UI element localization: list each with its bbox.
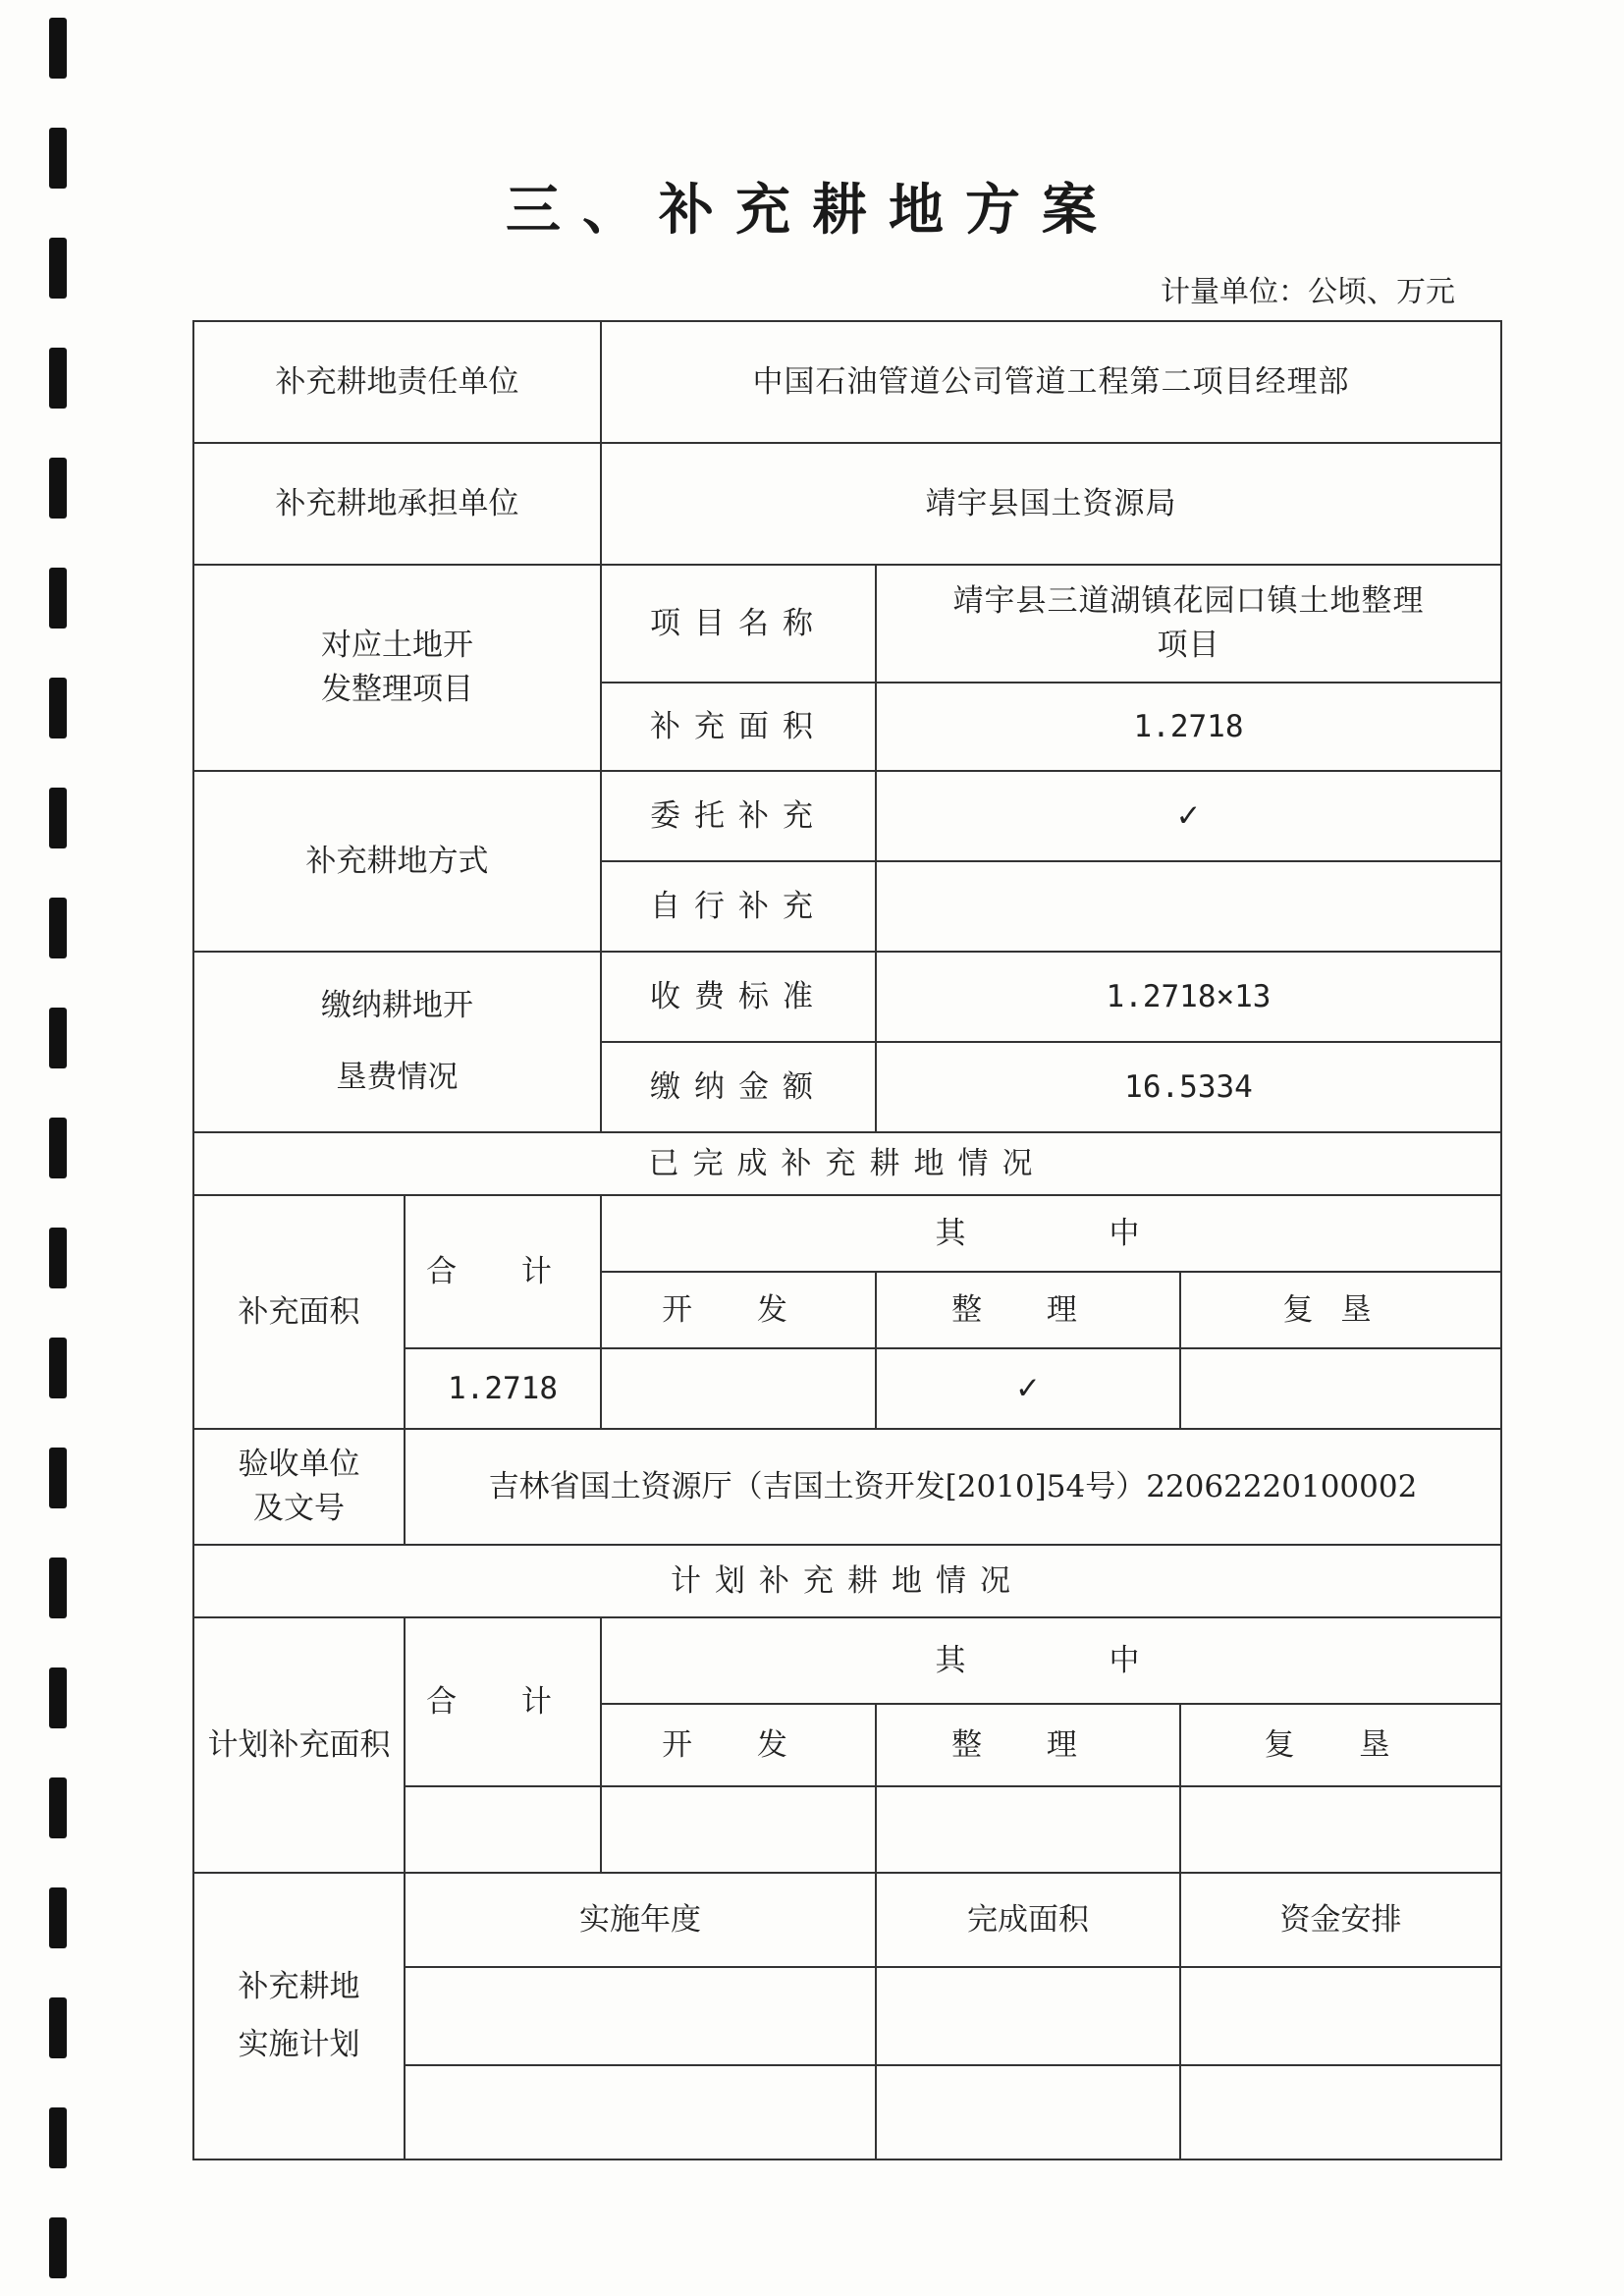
planned-develop-label: 开 发 (601, 1704, 876, 1786)
row-fee-standard (193, 952, 1501, 1042)
responsible-label: 补充耕地责任单位 (193, 321, 601, 443)
undertake-label: 补充耕地承担单位 (193, 443, 601, 565)
accept-label-line1: 验收单位 (238, 1447, 360, 1483)
method-entrusted-check: ✓ (876, 771, 1501, 861)
binding-hole (49, 1448, 67, 1508)
project-name-value-line2: 项目 (1157, 628, 1220, 663)
project-name-value-line1: 靖宇县三道湖镇花园口镇土地整理 (952, 583, 1425, 620)
accept-label (193, 1429, 405, 1545)
completed-section-title: 已完成补充耕地情况 (193, 1132, 1501, 1195)
row-plan-header (193, 1873, 1501, 1967)
plan-year-cell (405, 2065, 876, 2159)
plan-label-line2: 实施计划 (238, 2027, 360, 2062)
planned-arrange-value (876, 1786, 1180, 1873)
plan-done-area-cell (876, 2065, 1180, 2159)
supplement-area-value: 1.2718 (876, 683, 1501, 771)
completed-total-label: 合 计 (405, 1195, 601, 1348)
binding-hole (49, 2217, 67, 2278)
planned-section-title: 计划补充耕地情况 (193, 1545, 1501, 1617)
binding-hole (49, 1558, 67, 1618)
completed-develop-value (601, 1348, 876, 1429)
binding-hole (49, 2107, 67, 2168)
method-self-value (876, 861, 1501, 952)
binding-hole (49, 348, 67, 409)
row-completed-title (193, 1132, 1501, 1195)
row-completed-header1 (193, 1195, 1501, 1272)
supplement-area-label: 补充面积 (601, 683, 876, 771)
accept-label-line2: 及文号 (253, 1491, 345, 1526)
fee-amount-value: 16.5334 (876, 1042, 1501, 1132)
completed-reclaim-value (1180, 1348, 1501, 1429)
binding-hole (49, 238, 67, 299)
accept-value: 吉林省国土资源厅（吉国土资开发[2010]54号）22062220100002 (405, 1429, 1501, 1545)
binding-hole (49, 1008, 67, 1068)
binding-hole (49, 1667, 67, 1728)
plan-year-cell (405, 1967, 876, 2065)
project-name-label: 项目名称 (601, 565, 876, 683)
binding-hole (49, 1338, 67, 1398)
project-label-line2: 发整理项目 (321, 672, 473, 707)
page-title: 三、补充耕地方案 (506, 179, 1118, 243)
row-acceptance (193, 1429, 1501, 1545)
completed-arrange-label: 整 理 (876, 1272, 1180, 1348)
row-undertake (193, 443, 1501, 565)
plan-done-area-label: 完成面积 (876, 1873, 1180, 1967)
plan-funds-cell (1180, 2065, 1501, 2159)
unit-note: 计量单位：公顷、万元 (1161, 275, 1455, 309)
binding-hole (49, 458, 67, 519)
fee-label-line2: 垦费情况 (336, 1060, 459, 1095)
fee-standard-value: 1.2718×13 (876, 952, 1501, 1042)
completed-area-label: 补充面积 (193, 1195, 405, 1429)
project-label-line1: 对应土地开 (321, 628, 473, 664)
fee-standard-label: 收费标准 (601, 952, 876, 1042)
binding-hole (49, 18, 67, 79)
fee-amount-label: 缴纳金额 (601, 1042, 876, 1132)
plan-year-label: 实施年度 (405, 1873, 876, 1967)
fee-label-line1: 缴纳耕地开 (321, 988, 473, 1024)
planned-total-value (405, 1786, 601, 1873)
responsible-value: 中国石油管道公司管道工程第二项目经理部 (601, 321, 1501, 443)
planned-arrange-label: 整 理 (876, 1704, 1180, 1786)
binding-hole (49, 788, 67, 848)
binding-hole (49, 1997, 67, 2058)
binding-hole (49, 1228, 67, 1288)
binding-hole (49, 568, 67, 629)
row-project-name (193, 565, 1501, 683)
binding-hole (49, 898, 67, 958)
binding-hole (49, 678, 67, 738)
supplement-farmland-form (192, 320, 1502, 2160)
planned-total-label: 合 计 (405, 1617, 601, 1786)
planned-develop-value (601, 1786, 876, 1873)
completed-arrange-check: ✓ (876, 1348, 1180, 1429)
plan-funds-cell (1180, 1967, 1501, 2065)
method-label: 补充耕地方式 (193, 771, 601, 952)
row-method-entrusted (193, 771, 1501, 861)
binding-hole (49, 1777, 67, 1838)
project-label (193, 565, 601, 771)
planned-reclaim-label: 复 垦 (1180, 1704, 1501, 1786)
row-planned-header1 (193, 1617, 1501, 1704)
planned-area-label: 计划补充面积 (193, 1617, 405, 1873)
method-self-label: 自行补充 (601, 861, 876, 952)
binding-hole (49, 1887, 67, 1948)
plan-label-line1: 补充耕地 (238, 1969, 360, 2005)
plan-label (193, 1873, 405, 2159)
binding-holes (49, 0, 69, 2296)
row-responsible (193, 321, 1501, 443)
row-planned-title (193, 1545, 1501, 1617)
method-entrusted-label: 委托补充 (601, 771, 876, 861)
planned-of-which-label: 其 中 (601, 1617, 1501, 1704)
undertake-value: 靖宇县国土资源局 (601, 443, 1501, 565)
completed-develop-label: 开 发 (601, 1272, 876, 1348)
binding-hole (49, 1118, 67, 1178)
fee-label (193, 952, 601, 1132)
planned-reclaim-value (1180, 1786, 1501, 1873)
completed-reclaim-label: 复垦 (1180, 1272, 1501, 1348)
completed-total-value: 1.2718 (405, 1348, 601, 1429)
project-name-value (876, 565, 1501, 683)
completed-of-which-label: 其 中 (601, 1195, 1501, 1272)
plan-done-area-cell (876, 1967, 1180, 2065)
plan-funds-label: 资金安排 (1180, 1873, 1501, 1967)
